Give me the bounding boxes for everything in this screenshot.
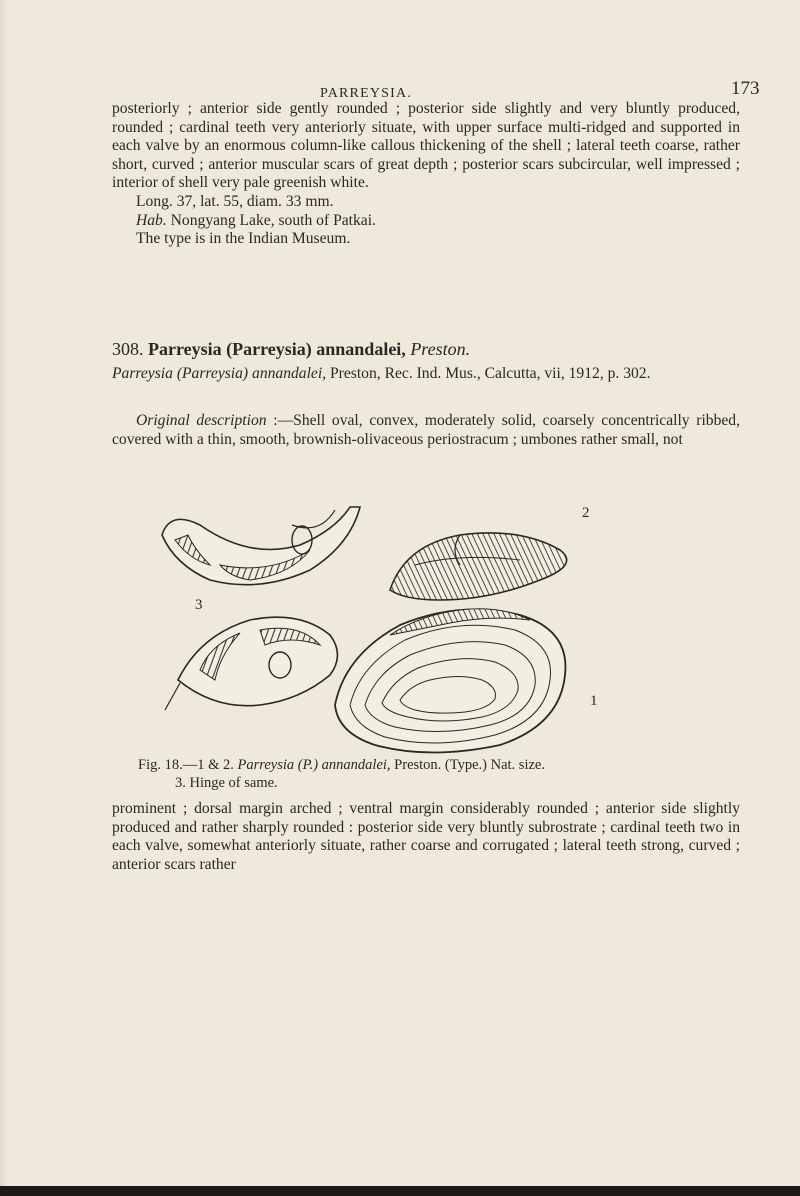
figure-caption bbox=[138, 756, 758, 792]
caption-rest: Preston. (Type.) Nat. size. bbox=[390, 757, 545, 773]
reference-name: Parreysia (Parreysia) annandalei, bbox=[112, 365, 327, 382]
page-number: 173 bbox=[731, 78, 760, 99]
reference-text: Preston, Rec. Ind. Mus., Calcutta, vii, 1912, p. 302. bbox=[326, 365, 651, 382]
caption-species: Parreysia (P.) annandalei, bbox=[237, 757, 391, 773]
shell-illustration bbox=[160, 505, 620, 755]
shell-figure bbox=[160, 505, 620, 755]
figure-label-1: 1 bbox=[590, 693, 598, 709]
species-heading bbox=[112, 338, 740, 360]
caption-line-1 bbox=[138, 756, 758, 774]
shell-side-view bbox=[335, 609, 565, 753]
spine-shadow bbox=[0, 0, 8, 1196]
reference-citation bbox=[112, 365, 740, 384]
caption-line-2: 3. Hinge of same. bbox=[175, 775, 278, 791]
type-note: The type is in the Indian Museum. bbox=[136, 230, 351, 248]
original-description bbox=[112, 412, 740, 449]
figure-label-2: 2 bbox=[582, 505, 590, 521]
hinge-view-lower bbox=[165, 617, 338, 710]
caption-prefix: Fig. 18.—1 & 2. bbox=[138, 757, 238, 773]
description-paragraph: posteriorly ; anterior side gently rounded ; posterior side slightly and very bluntly produced, rounded ; cardinal teeth very anteriorly situate, with upper surface multi-ridged and supported in each valve by an enormous column-like callous thickening of the shell ; lateral teeth coarse, rather short, curved ; anterior muscular scars of great depth ; posterior scars subcircular, well impressed ; interior of shell very pale greenish white. bbox=[112, 100, 740, 192]
habitat-label: Hab. bbox=[136, 211, 167, 229]
description-continued bbox=[112, 100, 740, 249]
figure-label-3: 3 bbox=[195, 597, 203, 613]
species-name: Parreysia (Parreysia) annandalei, bbox=[148, 339, 406, 359]
original-description-paragraph bbox=[112, 412, 740, 449]
running-head: PARREYSIA. bbox=[320, 86, 413, 101]
reference bbox=[112, 365, 740, 384]
species-author: Preston. bbox=[410, 339, 471, 359]
original-description-text: :—Shell oval, convex, moderately solid, coarsely concentrically ribbed, covered with a thin, smooth, brownish-olivaceous periostracum ; umbones rather small, not bbox=[112, 412, 740, 448]
habitat-text: Nongyang Lake, south of Patkai. bbox=[166, 211, 376, 229]
hinge-view-upper bbox=[162, 507, 360, 585]
species-number: 308. bbox=[112, 339, 144, 359]
habitat bbox=[112, 212, 740, 231]
original-description-label: Original description bbox=[136, 412, 267, 429]
shell-dorsal-view bbox=[390, 533, 567, 600]
bottom-edge bbox=[0, 1186, 800, 1196]
original-description-continued-text: prominent ; dorsal margin arched ; ventral margin considerably rounded ; anterior side slightly produced and rather sharply rounded : posterior side very bluntly subrostrate ; cardinal teeth two in each valve, somewhat anteriorly situate, rather coarse and corrugated ; lateral teeth strong, curved ; anterior scars rather bbox=[112, 800, 740, 873]
original-description-continued bbox=[112, 800, 740, 874]
measurements: Long. 37, lat. 55, diam. 33 mm. bbox=[136, 192, 334, 210]
